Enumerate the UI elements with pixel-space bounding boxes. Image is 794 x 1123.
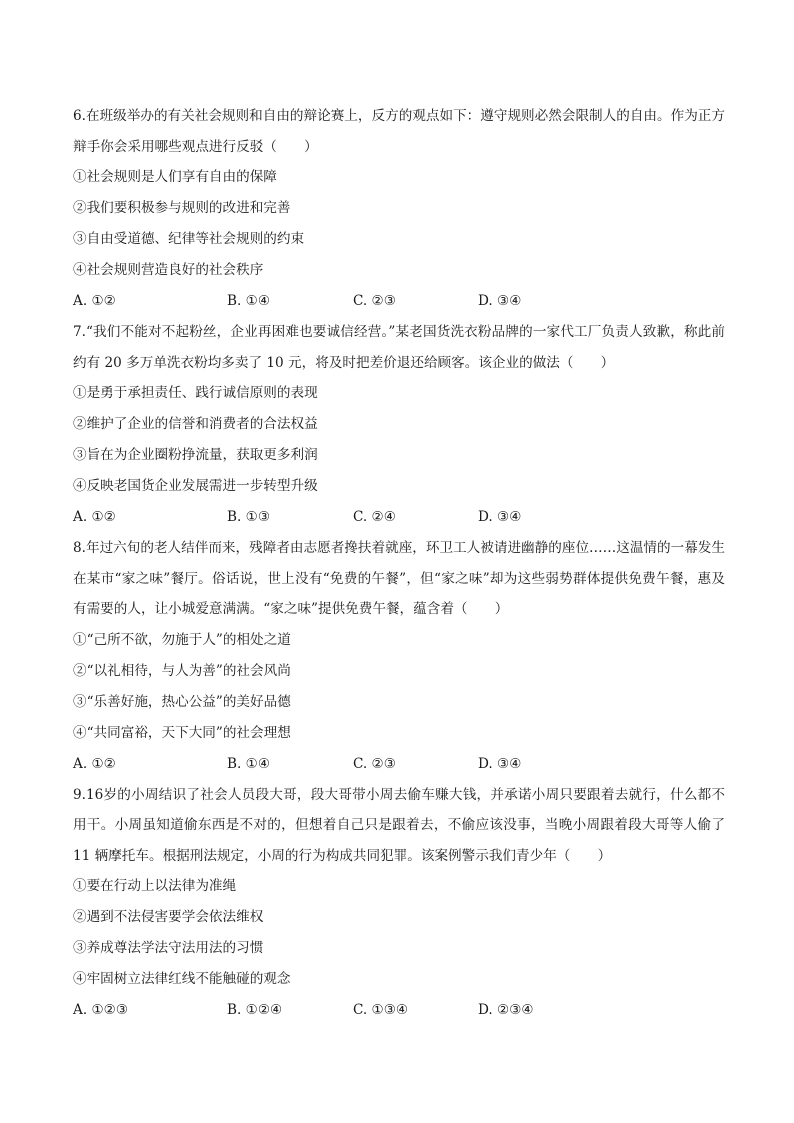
statement-item: ①“己所不欲，勿施于人”的相处之道	[73, 631, 291, 648]
statement-item: ①社会规则是人们享有自由的保障	[73, 169, 277, 185]
option-d: D. ②③④	[478, 1002, 534, 1018]
question-stem: 9.16岁的小周结识了社会人员段大哥，段大哥带小周去偷车赚大钱，并承诺小周只要跟着去就行，什么都不用干。小周虽知道偷东西是不对的，但想着自己只是跟着去，不偷应该没事，当晚小周跟着段大哥等人偷了 11 辆摩托车。根据刑法规定，小周的行为构成共同犯罪。该案例警示我们青少年（ ）	[73, 786, 725, 864]
statement-item: ④反映老国货企业发展需进一步转型升级	[73, 478, 318, 494]
option-d: D. ③④	[478, 509, 522, 525]
option-a: A. ①②	[73, 755, 116, 772]
option-d: D. ③④	[478, 755, 522, 772]
answer-options	[73, 502, 725, 533]
question-9	[73, 780, 725, 1027]
statement-item: ③自由受道德、纪律等社会规则的约束	[73, 231, 305, 247]
question-stem: 7.“我们不能对不起粉丝，企业再困难也要诚信经营。”某老国货洗衣粉品牌的一家代工厂负责人致歉，称此前约有 20 多万单洗衣粉均多卖了 10 元，将及时把差价退还给顾客。该企业的做法（ ）	[73, 324, 725, 371]
statement-item: ②遇到不法侵害要学会依法维权	[73, 909, 264, 925]
answer-options	[73, 995, 725, 1026]
option-b: B. ①④	[227, 755, 271, 772]
question-list	[73, 101, 725, 1026]
option-d: D. ③④	[478, 293, 522, 309]
statement-item: ③养成尊法学法守法用法的习惯	[73, 940, 264, 956]
option-c: C. ①③④	[353, 1002, 409, 1018]
statement-item: ②维护了企业的信誉和消费者的合法权益	[73, 416, 318, 432]
option-a: A. ①②	[73, 293, 116, 309]
option-c: C. ②③	[353, 755, 396, 772]
statement-item: ②我们要积极参与规则的改进和完善	[73, 200, 291, 216]
answer-options	[73, 749, 725, 780]
statement-item: ①要在行动上以法律为准绳	[73, 878, 237, 894]
question-stem: 6.在班级举办的有关社会规则和自由的辩论赛上，反方的观点如下：遵守规则必然会限制人的自由。作为正方辩手你会采用哪些观点进行反驳（ ）	[73, 108, 725, 155]
question-7	[73, 317, 725, 533]
option-b: B. ①④	[227, 293, 271, 309]
statement-item: ④牢固树立法律红线不能触碰的观念	[73, 971, 291, 987]
statement-item: ①是勇于承担责任、践行诚信原则的表现	[73, 385, 318, 401]
question-8	[73, 533, 725, 780]
statement-item: ④社会规则营造良好的社会秩序	[73, 262, 264, 278]
question-stem: 8.年过六旬的老人结伴而来，残障者由志愿者搀扶着就座，环卫工人被请进幽静的座位……这温情的一幕发生在某市“家之味”餐厅。俗话说，世上没有“免费的午餐”，但“家之味”却为这些弱势群体提供免费午餐，惠及有需要的人，让小城爱意满满。“家之味”提供免费午餐，蕴含着（ ）	[73, 540, 725, 617]
statement-item: ②“以礼相待，与人为善”的社会风尚	[73, 662, 291, 679]
answer-options	[73, 286, 725, 317]
statement-item: ③旨在为企业圈粉挣流量，获取更多利润	[73, 447, 318, 463]
statement-item: ③“乐善好施，热心公益”的美好品德	[73, 693, 291, 710]
option-a: A. ①②③	[73, 1002, 129, 1018]
option-c: C. ②④	[353, 509, 396, 525]
option-a: A. ①②	[73, 509, 116, 525]
question-6	[73, 101, 725, 317]
option-b: B. ①③	[227, 509, 271, 525]
option-b: B. ①②④	[227, 1002, 283, 1018]
option-c: C. ②③	[353, 293, 396, 309]
statement-item: ④“共同富裕，天下大同”的社会理想	[73, 724, 291, 741]
